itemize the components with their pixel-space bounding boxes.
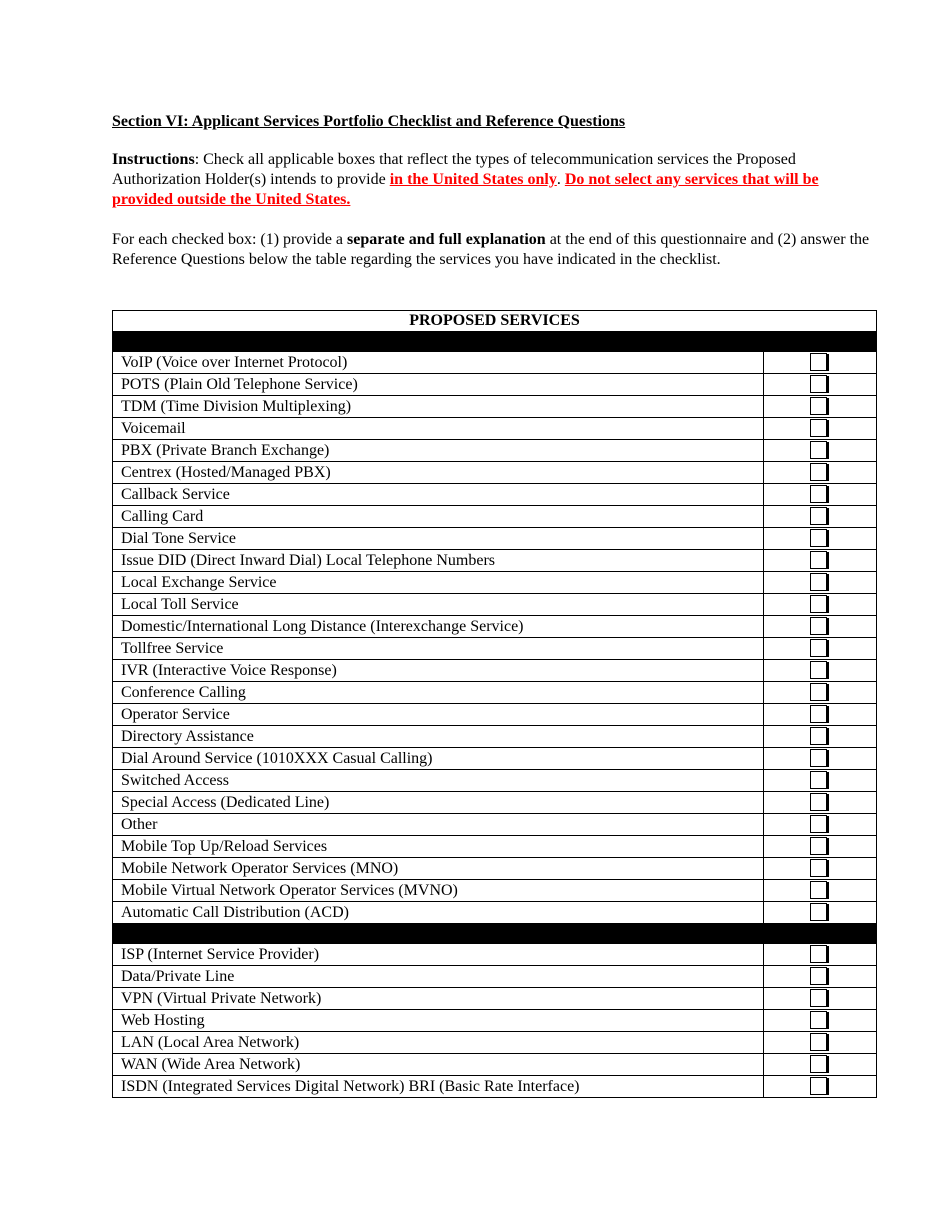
section-title: Section VI: Applicant Services Portfolio Checklist and Reference Questions bbox=[112, 113, 626, 130]
service-row bbox=[113, 594, 877, 616]
service-label: Mobile Virtual Network Operator Services (MVNO) bbox=[113, 880, 764, 902]
service-row bbox=[113, 506, 877, 528]
service-row bbox=[113, 396, 877, 418]
service-row bbox=[113, 462, 877, 484]
checkbox-cell bbox=[764, 374, 877, 396]
service-label: Mobile Top Up/Reload Services bbox=[113, 836, 764, 858]
service-checkbox[interactable] bbox=[810, 989, 827, 1007]
service-row bbox=[113, 1010, 877, 1032]
checkbox-cell bbox=[764, 966, 877, 988]
checkbox-cell bbox=[764, 1010, 877, 1032]
service-checkbox[interactable] bbox=[810, 881, 827, 899]
service-label: Dial Around Service (1010XXX Casual Calling) bbox=[113, 748, 764, 770]
service-checkbox[interactable] bbox=[810, 903, 827, 921]
service-label: Issue DID (Direct Inward Dial) Local Telephone Numbers bbox=[113, 550, 764, 572]
service-checkbox[interactable] bbox=[810, 727, 827, 745]
instructions-separator: . bbox=[556, 171, 565, 188]
service-checkbox[interactable] bbox=[810, 837, 827, 855]
service-label: Directory Assistance bbox=[113, 726, 764, 748]
service-checkbox[interactable] bbox=[810, 617, 827, 635]
service-row bbox=[113, 484, 877, 506]
service-checkbox[interactable] bbox=[810, 771, 827, 789]
service-label: Domestic/International Long Distance (Interexchange Service) bbox=[113, 616, 764, 638]
service-row bbox=[113, 572, 877, 594]
service-row bbox=[113, 858, 877, 880]
service-checkbox[interactable] bbox=[810, 441, 827, 459]
checkbox-cell bbox=[764, 902, 877, 924]
checkbox-cell bbox=[764, 528, 877, 550]
checkbox-cell bbox=[764, 944, 877, 966]
service-checkbox[interactable] bbox=[810, 705, 827, 723]
service-label: Other bbox=[113, 814, 764, 836]
service-label: VPN (Virtual Private Network) bbox=[113, 988, 764, 1010]
service-row bbox=[113, 352, 877, 374]
service-label: Mobile Network Operator Services (MNO) bbox=[113, 858, 764, 880]
service-row bbox=[113, 814, 877, 836]
service-label: Data/Private Line bbox=[113, 966, 764, 988]
checkbox-cell bbox=[764, 616, 877, 638]
checkbox-cell bbox=[764, 770, 877, 792]
service-label: Voicemail bbox=[113, 418, 764, 440]
service-label: Callback Service bbox=[113, 484, 764, 506]
service-checkbox[interactable] bbox=[810, 859, 827, 877]
service-label: Special Access (Dedicated Line) bbox=[113, 792, 764, 814]
service-row bbox=[113, 440, 877, 462]
service-checkbox[interactable] bbox=[810, 749, 827, 767]
service-row bbox=[113, 836, 877, 858]
service-label: Local Exchange Service bbox=[113, 572, 764, 594]
service-row bbox=[113, 726, 877, 748]
service-label: Switched Access bbox=[113, 770, 764, 792]
checkbox-cell bbox=[764, 880, 877, 902]
service-label: Tollfree Service bbox=[113, 638, 764, 660]
table-divider-band bbox=[113, 332, 877, 352]
service-row bbox=[113, 616, 877, 638]
checkbox-cell bbox=[764, 440, 877, 462]
checkbox-cell bbox=[764, 792, 877, 814]
service-label: Conference Calling bbox=[113, 682, 764, 704]
service-label: Local Toll Service bbox=[113, 594, 764, 616]
explanation-text-start: For each checked box: (1) provide a bbox=[112, 231, 348, 248]
service-label: Operator Service bbox=[113, 704, 764, 726]
table-header-row bbox=[113, 311, 877, 332]
checkbox-cell bbox=[764, 1032, 877, 1054]
checkbox-cell bbox=[764, 462, 877, 484]
checkbox-cell bbox=[764, 814, 877, 836]
checkbox-cell bbox=[764, 572, 877, 594]
service-checkbox[interactable] bbox=[810, 595, 827, 613]
service-label: Centrex (Hosted/Managed PBX) bbox=[113, 462, 764, 484]
divider-cell bbox=[113, 332, 877, 352]
service-checkbox[interactable] bbox=[810, 1055, 827, 1073]
table-divider-band bbox=[113, 924, 877, 944]
service-checkbox[interactable] bbox=[810, 1011, 827, 1029]
service-row bbox=[113, 792, 877, 814]
checkbox-cell bbox=[764, 988, 877, 1010]
service-row bbox=[113, 638, 877, 660]
service-row bbox=[113, 418, 877, 440]
service-label: Web Hosting bbox=[113, 1010, 764, 1032]
instructions-text: : Check all applicable boxes that reflect the types of telecommunication services the Proposed Authorization Holder(s) intends to provide bbox=[112, 151, 796, 188]
checkbox-cell bbox=[764, 748, 877, 770]
service-checkbox[interactable] bbox=[810, 529, 827, 547]
service-checkbox[interactable] bbox=[810, 1033, 827, 1051]
service-row bbox=[113, 550, 877, 572]
service-checkbox[interactable] bbox=[810, 463, 827, 481]
service-row bbox=[113, 988, 877, 1010]
service-row bbox=[113, 682, 877, 704]
divider-cell bbox=[113, 924, 877, 944]
explanation-bold: separate and full explanation bbox=[347, 231, 546, 248]
checkbox-cell bbox=[764, 1054, 877, 1076]
service-label: Dial Tone Service bbox=[113, 528, 764, 550]
service-label: IVR (Interactive Voice Response) bbox=[113, 660, 764, 682]
checkbox-cell bbox=[764, 418, 877, 440]
service-label: LAN (Local Area Network) bbox=[113, 1032, 764, 1054]
service-checkbox[interactable] bbox=[810, 353, 827, 371]
checkbox-cell bbox=[764, 484, 877, 506]
service-row bbox=[113, 880, 877, 902]
explanation-text-end: at the end of this questionnaire and (2) answer the Reference Questions below the table regarding the services you have indicated in the checklist. bbox=[112, 231, 870, 268]
checkbox-cell bbox=[764, 352, 877, 374]
service-label: ISDN (Integrated Services Digital Network) BRI (Basic Rate Interface) bbox=[113, 1076, 764, 1098]
service-checkbox[interactable] bbox=[810, 661, 827, 679]
explanation-paragraph bbox=[112, 230, 876, 270]
service-checkbox[interactable] bbox=[810, 507, 827, 525]
checkbox-cell bbox=[764, 836, 877, 858]
service-label: ISP (Internet Service Provider) bbox=[113, 944, 764, 966]
service-row bbox=[113, 1032, 877, 1054]
checkbox-cell bbox=[764, 594, 877, 616]
service-row bbox=[113, 660, 877, 682]
us-only-warning: in the United States only bbox=[389, 171, 557, 188]
service-row bbox=[113, 528, 877, 550]
service-label: POTS (Plain Old Telephone Service) bbox=[113, 374, 764, 396]
service-checkbox[interactable] bbox=[810, 375, 827, 393]
checkbox-cell bbox=[764, 726, 877, 748]
service-row bbox=[113, 1076, 877, 1098]
service-checkbox[interactable] bbox=[810, 573, 827, 591]
service-label: TDM (Time Division Multiplexing) bbox=[113, 396, 764, 418]
service-label: Automatic Call Distribution (ACD) bbox=[113, 902, 764, 924]
service-row bbox=[113, 748, 877, 770]
outside-us-warning: Do not select any services that will be provided outside the United States. bbox=[112, 171, 819, 208]
service-row bbox=[113, 944, 877, 966]
service-label: VoIP (Voice over Internet Protocol) bbox=[113, 352, 764, 374]
checkbox-cell bbox=[764, 638, 877, 660]
checkbox-cell bbox=[764, 704, 877, 726]
service-checkbox[interactable] bbox=[810, 967, 827, 985]
service-label: WAN (Wide Area Network) bbox=[113, 1054, 764, 1076]
service-checkbox[interactable] bbox=[810, 551, 827, 569]
service-checkbox[interactable] bbox=[810, 485, 827, 503]
checkbox-cell bbox=[764, 660, 877, 682]
service-checkbox[interactable] bbox=[810, 397, 827, 415]
instructions-paragraph bbox=[112, 150, 876, 210]
service-row bbox=[113, 770, 877, 792]
checkbox-cell bbox=[764, 506, 877, 528]
service-checkbox[interactable] bbox=[810, 815, 827, 833]
proposed-services-table bbox=[112, 310, 877, 1098]
checkbox-cell bbox=[764, 1076, 877, 1098]
service-checkbox[interactable] bbox=[810, 419, 827, 437]
document-page bbox=[112, 112, 876, 270]
checkbox-cell bbox=[764, 396, 877, 418]
instructions-label: Instructions bbox=[112, 151, 195, 168]
service-row bbox=[113, 1054, 877, 1076]
service-label: Calling Card bbox=[113, 506, 764, 528]
service-checkbox[interactable] bbox=[810, 683, 827, 701]
service-row bbox=[113, 704, 877, 726]
service-label: PBX (Private Branch Exchange) bbox=[113, 440, 764, 462]
service-checkbox[interactable] bbox=[810, 793, 827, 811]
checkbox-cell bbox=[764, 858, 877, 880]
service-row bbox=[113, 374, 877, 396]
service-row bbox=[113, 902, 877, 924]
service-checkbox[interactable] bbox=[810, 945, 827, 963]
service-row bbox=[113, 966, 877, 988]
service-checkbox[interactable] bbox=[810, 1077, 827, 1095]
checkbox-cell bbox=[764, 682, 877, 704]
checkbox-cell bbox=[764, 550, 877, 572]
table-header: PROPOSED SERVICES bbox=[113, 311, 877, 332]
service-checkbox[interactable] bbox=[810, 639, 827, 657]
